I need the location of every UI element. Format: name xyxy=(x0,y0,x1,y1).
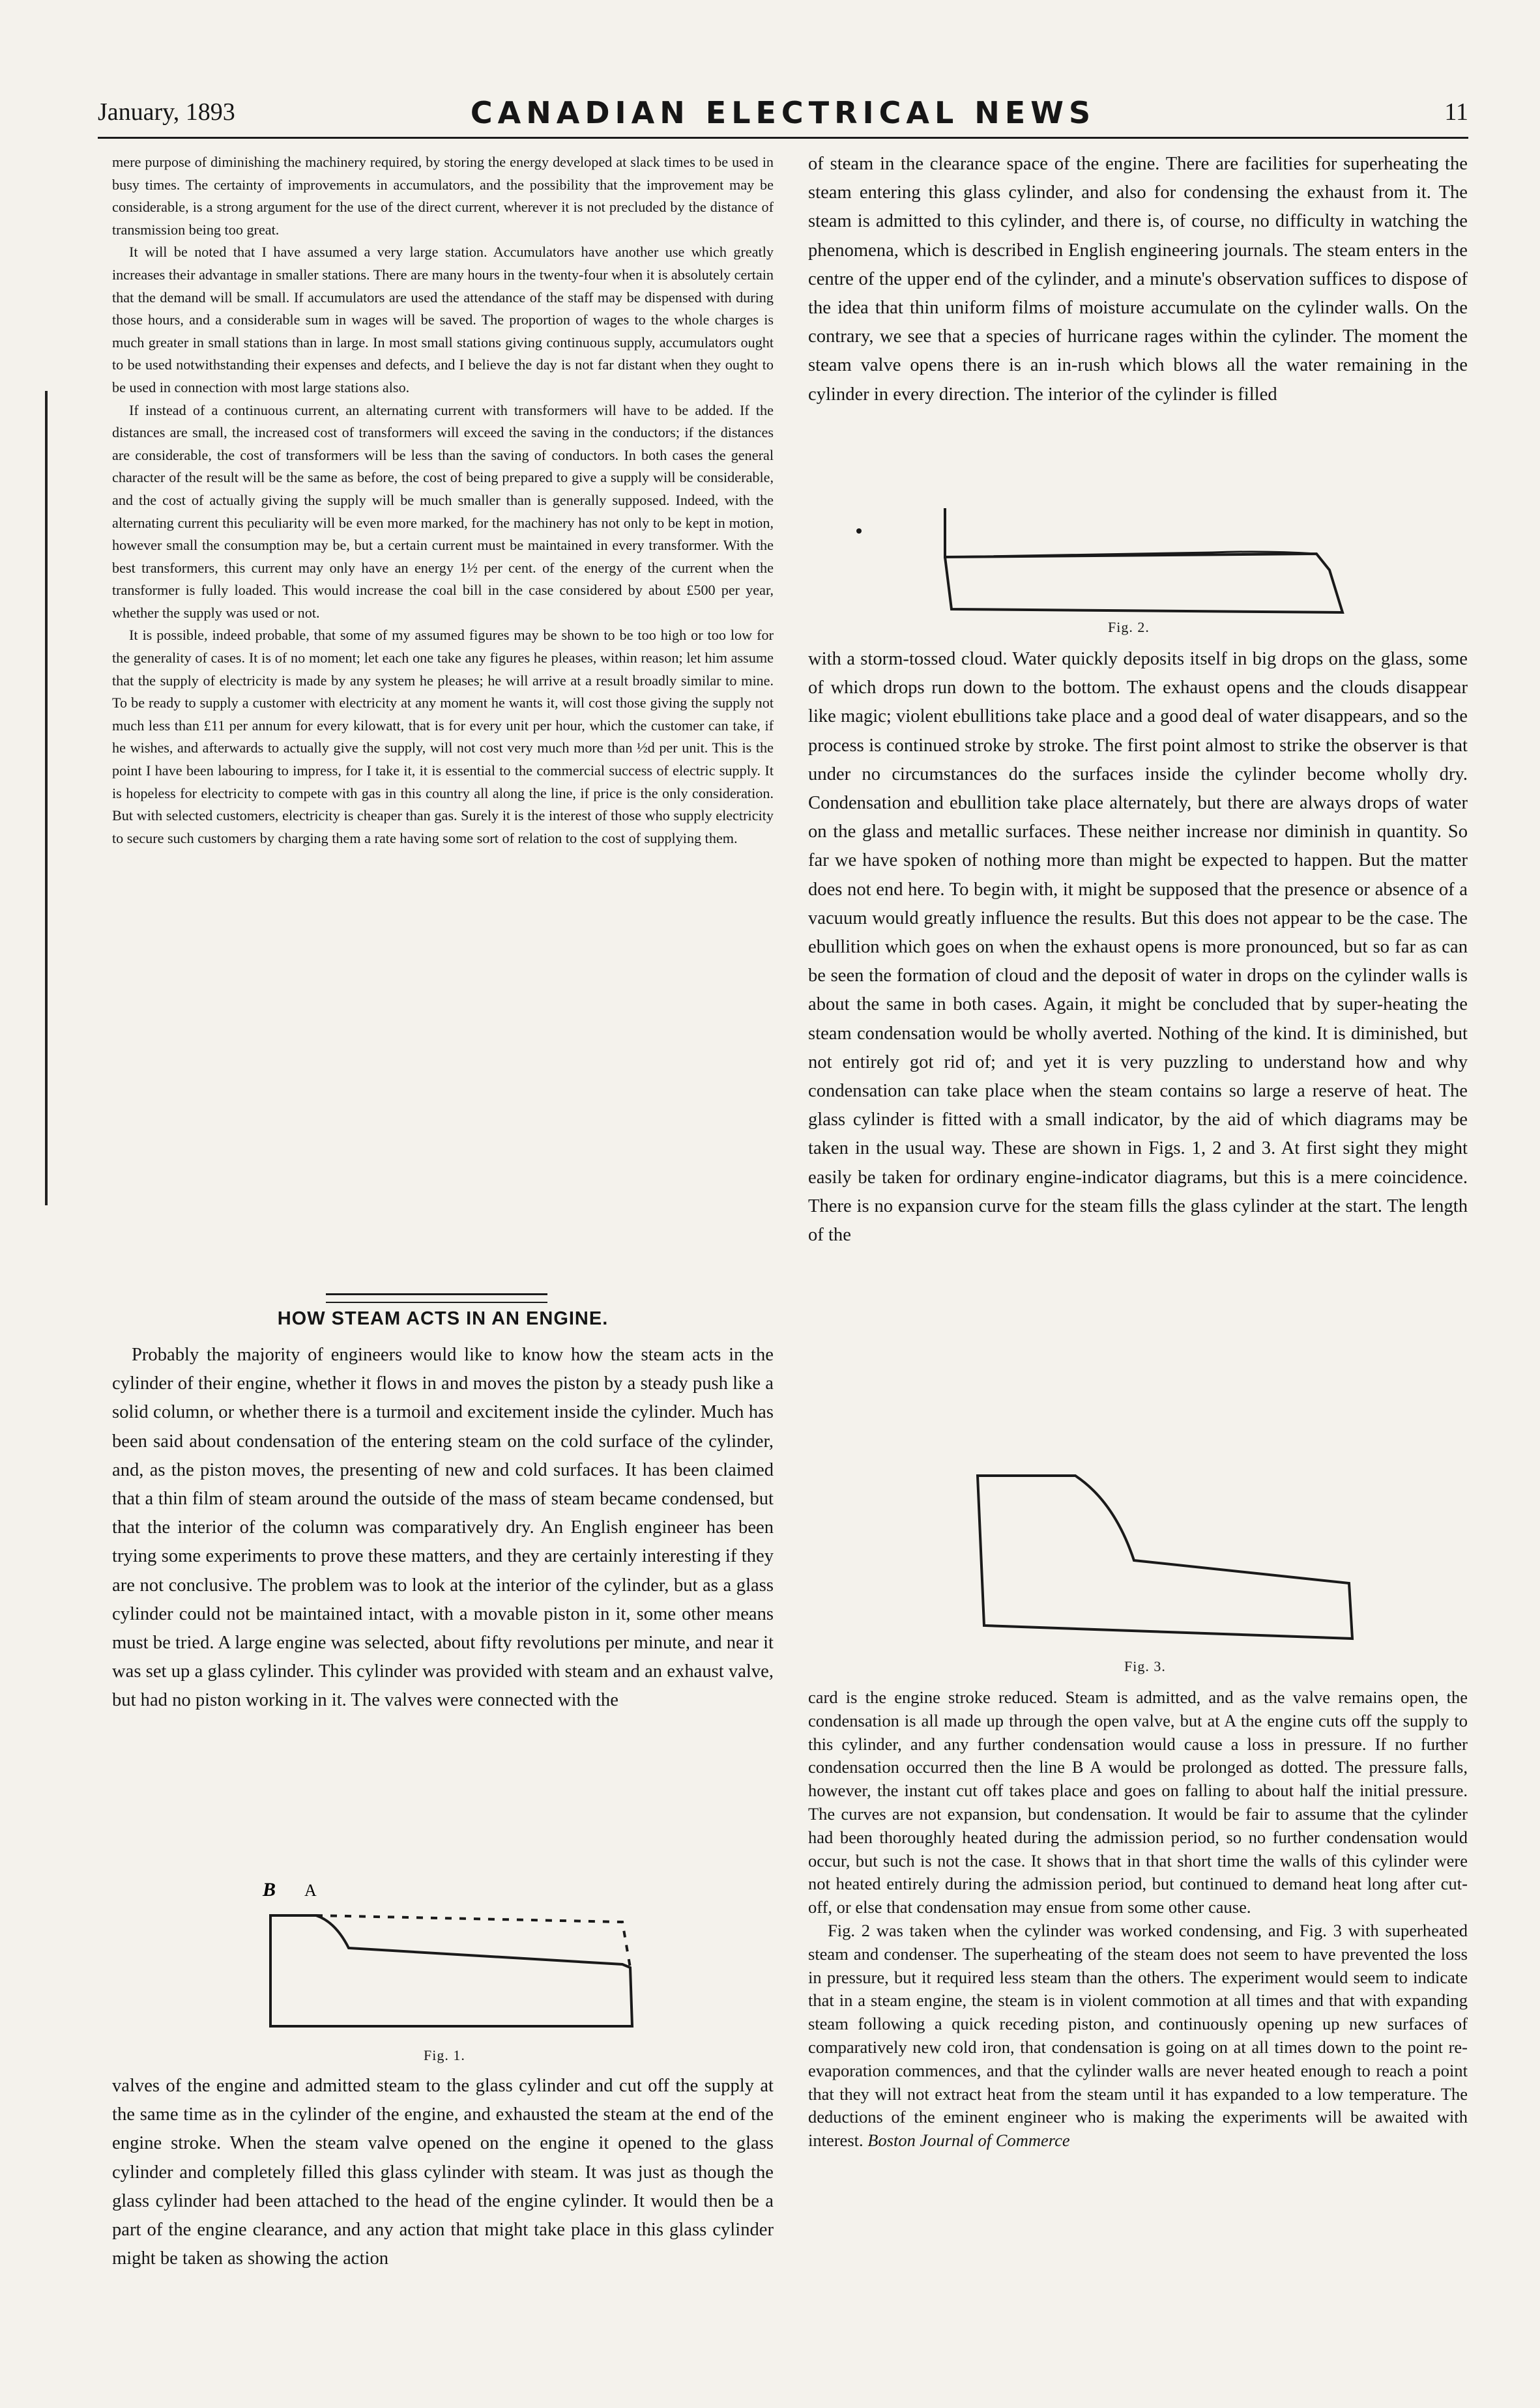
masthead: CANADIAN ELECTRICAL NEWS xyxy=(470,95,1096,130)
article-after-fig1 xyxy=(112,2072,774,2273)
paragraph: If instead of a continuous current, an alternating current with transformers will have to be added. If the distances are small, the increased cost of transformers will exceed the saving in the conductors; if the distances are considerable, the cost of transformers will be less than the saving of conductors. In both cases the general character of the result will be the same as before, the cost of being prepared to give a supply will be considerable, and the cost of actually giving the supply will be much smaller than is generally supposed. Indeed, with the alternating current this peculiarity will be even more marked, for the machinery has not only to be kept in motion, however small the consumption may be, but a certain current must be maintained in every transformer. With the best transformers, this current may only have an energy 1½ per cent. of the energy of the current when the transformer is fully loaded. This would increase the coal bill in the case considered by about £500 per year, whether the supply was used or not. xyxy=(112,401,774,621)
figure-3-caption: Fig. 3. xyxy=(1124,1658,1166,1674)
label-a: A xyxy=(304,1881,317,1900)
paragraph: It will be noted that I have assumed a very large station. Accumulators have another use which greatly increases their advantage in smaller stations. There are many hours in the twenty-four when it is absolutely certain that the demand will be small. If accumulators are used the attendance of the staff may be dispensed with during those hours, and a considerable sum in wages will be saved. The proportion of wages to the whole charges is much greater in small stations than in large. In most small stations giving continuous supply, accumulators ought to be used notwithstanding their expenses and defects, and I believe the day is not far distant when they ought to be used in connection with most large stations also. xyxy=(112,244,774,395)
indicator-diagram-2 xyxy=(847,495,1356,625)
header-rule xyxy=(98,137,1468,139)
heading-rules xyxy=(326,1293,547,1303)
figure-2-caption: Fig. 2. xyxy=(1108,619,1150,635)
paragraph-text: Fig. 2 was taken when the cylinder was worked condensing, and Fig. 3 with superheated steam and condenser. The superheating of the steam does not seem to have prevented the loss in pressure, but it required less steam than the others. The experiment would seem to indicate that in a steam engine, the steam is in violent commotion at all times and that with expanding steam following a quick receding piston, and continuously opening up new surfaces of comparatively new cold iron, that condensation is going on at all times down to the point re-evaporation commences, and that the cylinder walls are never heated enough to reach a point that they will not extract heat from the steam until it has expanded to a low temperature. The deductions of the eminent engineer who is making the experiments will be awaited with interest. xyxy=(808,1920,1468,2151)
left-column-continuation xyxy=(112,151,774,850)
paragraph: mere purpose of diminishing the machinery required, by storing the energy developed at slack times to be used in busy times. The certainty of improvements in accumulators, and the possibility that the improvement may be considerable, is a strong argument for the use of the direct current, wherever it is not precluded by the distance of transmission being too great. xyxy=(112,154,774,238)
paragraph: valves of the engine and admitted steam to the glass cylinder and cut off the supply at the same time as in the cylinder of the engine, and exhausted the steam at the end of the engine stroke. When the steam valve opened on the engine it opened to the glass cylinder and completely filled this glass cylinder with steam. It was just as though the glass cylinder had been attached to the head of the engine cylinder. It would then be a part of the engine clearance, and any action that might take place in this glass cylinder might be taken as showing the action xyxy=(112,2076,774,2269)
paragraph: with a storm-tossed cloud. Water quickly deposits itself in big drops on the glass, some of which drops run down to the bottom. The exhaust opens and the clouds disappear like magic; violent ebullitions take place and a good deal of water disappears, and so the process is continued stroke by stroke. The first point almost to strike the observer is that under no circumstances do the surfaces inside the cylinder become wholly dry. Condensation and ebullition take place alternately, but there are always drops of water on the glass and metallic surfaces. These neither increase nor diminish in quantity. So far we have spoken of nothing more than might be expected to happen. But the matter does not end here. To begin with, it might be supposed that the presence or absence of a vacuum would greatly influence the results. But this does not appear to be the case. The ebullition which goes on when the exhaust opens is more pronounced, but so far as can be seen the formation of cloud and the deposit of water in drops on the cylinder walls is about the same in both cases. Again, it might be concluded that by super-heating the steam condensation would be wholly averted. Nothing of the kind. It is diminished, but not entirely got rid of; and yet it is very puzzling to understand how and why condensation can take place when the steam contains so large a reserve of heat. The glass cylinder is fitted with a small indicator, by the aid of which diagrams may be taken in the usual way. These are shown in Figs. 1, 2 and 3. At first sight they might easily be taken for ordinary engine-indicator diagrams, but this is a mere coincidence. There is no expansion curve for the steam fills the glass cylinder at the start. The length of the xyxy=(808,649,1468,1246)
article-intro xyxy=(112,1341,774,1715)
paragraph xyxy=(808,1919,1468,2153)
figure-3 xyxy=(965,1463,1369,1652)
indicator-diagram-3 xyxy=(965,1463,1369,1652)
right-column-middle xyxy=(808,645,1468,1250)
article-title: HOW STEAM ACTS IN AN ENGINE. xyxy=(277,1308,609,1329)
issue-date: January, 1893 xyxy=(98,98,235,126)
paragraph: of steam in the clearance space of the engine. There are facilities for superheating the steam entering this glass cylinder, and also for condensing the exhaust from it. The steam is admitted to this cylinder, and there is, of course, no difficulty in watching the phenomena, which is described in English engineering journals. The steam enters in the centre of the upper end of the cylinder, and a minute's observation suffices to dispose of the idea that thin uniform films of moisture accumulate on the cylinder walls. On the contrary, we see that a species of hurricane rages within the cylinder. The moment the steam valve opens there is an in-rush which blows all the water remaining in the cylinder in every direction. The interior of the cylinder is filled xyxy=(808,154,1468,405)
paragraph: Probably the majority of engineers would like to know how the steam acts in the cylinder of their engine, whether it flows in and moves the piston by a steady push like a solid column, or whether there is a turmoil and excitement inside the cylinder. Much has been said about condensation of the entering steam on the cold surface of the cylinder, and, as the piston moves, the presenting of new and cold surfaces. It has been claimed that a thin film of steam around the outside of the mass of steam became condensed, but that the interior of the column was comparatively dry. An English engineer has been trying some experiments to prove these matters, and they are certainly interesting if they are not conclusive. The problem was to look at the interior of the cylinder, but as a glass cylinder could not be maintained intact, with a movable piston in it, some other means must be tried. A large engine was selected, about fifty revolutions per minute, and near it was set up a glass cylinder. This cylinder was provided with steam and an exhaust valve, but had no piston working in it. The valves were connected with the xyxy=(112,1345,774,1711)
page-number: 11 xyxy=(1444,98,1468,126)
label-b: B xyxy=(263,1879,276,1900)
right-column-bottom xyxy=(808,1686,1468,2153)
margin-scan-mark xyxy=(43,391,50,1205)
paragraph: It is possible, indeed probable, that some of my assumed figures may be shown to be too high or too low for the generality of cases. It is of no moment; let each one take any figures he pleases, within reason; let him assume that the supply of electricity is made by any system he pleases; he will arrive at a result broadly similar to mine. To be ready to supply a customer with electricity at any moment he wants it, will cost those giving the supply not much less than £11 per annum for every kilowatt, that is for every unit per hour, which the customer can take, if he wishes, and afterwards to actually give the supply, will not cost very much more than ½d per unit. This is the point I have been labouring to impress, for I take it, it is essential to the commercial success of electric supply. It is hopeless for electricity to compete with gas in this country all along the line, if price is the only consideration. But with selected customers, electricity is cheaper than gas. Surely it is the interest of those who supply electricity to secure such customers by charging them a rate having some sort of relation to the cost of supplying them. xyxy=(112,627,774,846)
figure-1 xyxy=(257,1876,655,2046)
right-column-top xyxy=(808,150,1468,409)
indicator-diagram-1 xyxy=(257,1876,655,2046)
paragraph: card is the engine stroke reduced. Steam is admitted, and as the valve remains open, the condensation is all made up through the open valve, but at A the engine cuts off the supply to this cylinder, and any further condensation would cause a loss in pressure. If no further condensation occurred then the line B A would be prolonged as dotted. The pressure falls, however, the instant cut off takes place and goes on falling to about half the initial pressure. The curves are not expansion, but condensation. It would be fair to assume that the cylinder had been thoroughly heated during the admission period, so no further condensation would occur, but such is not the case. It shows that in that short time the walls of this cylinder were not heated entirely during the admission period, but continued to demand heat long after cut-off, or else that condensation may ensue from some other cause. xyxy=(808,1687,1468,1917)
figure-2 xyxy=(847,495,1356,625)
figure-1-caption: Fig. 1. xyxy=(424,2047,465,2063)
source-credit: Boston Journal of Commerce xyxy=(867,2130,1070,2151)
